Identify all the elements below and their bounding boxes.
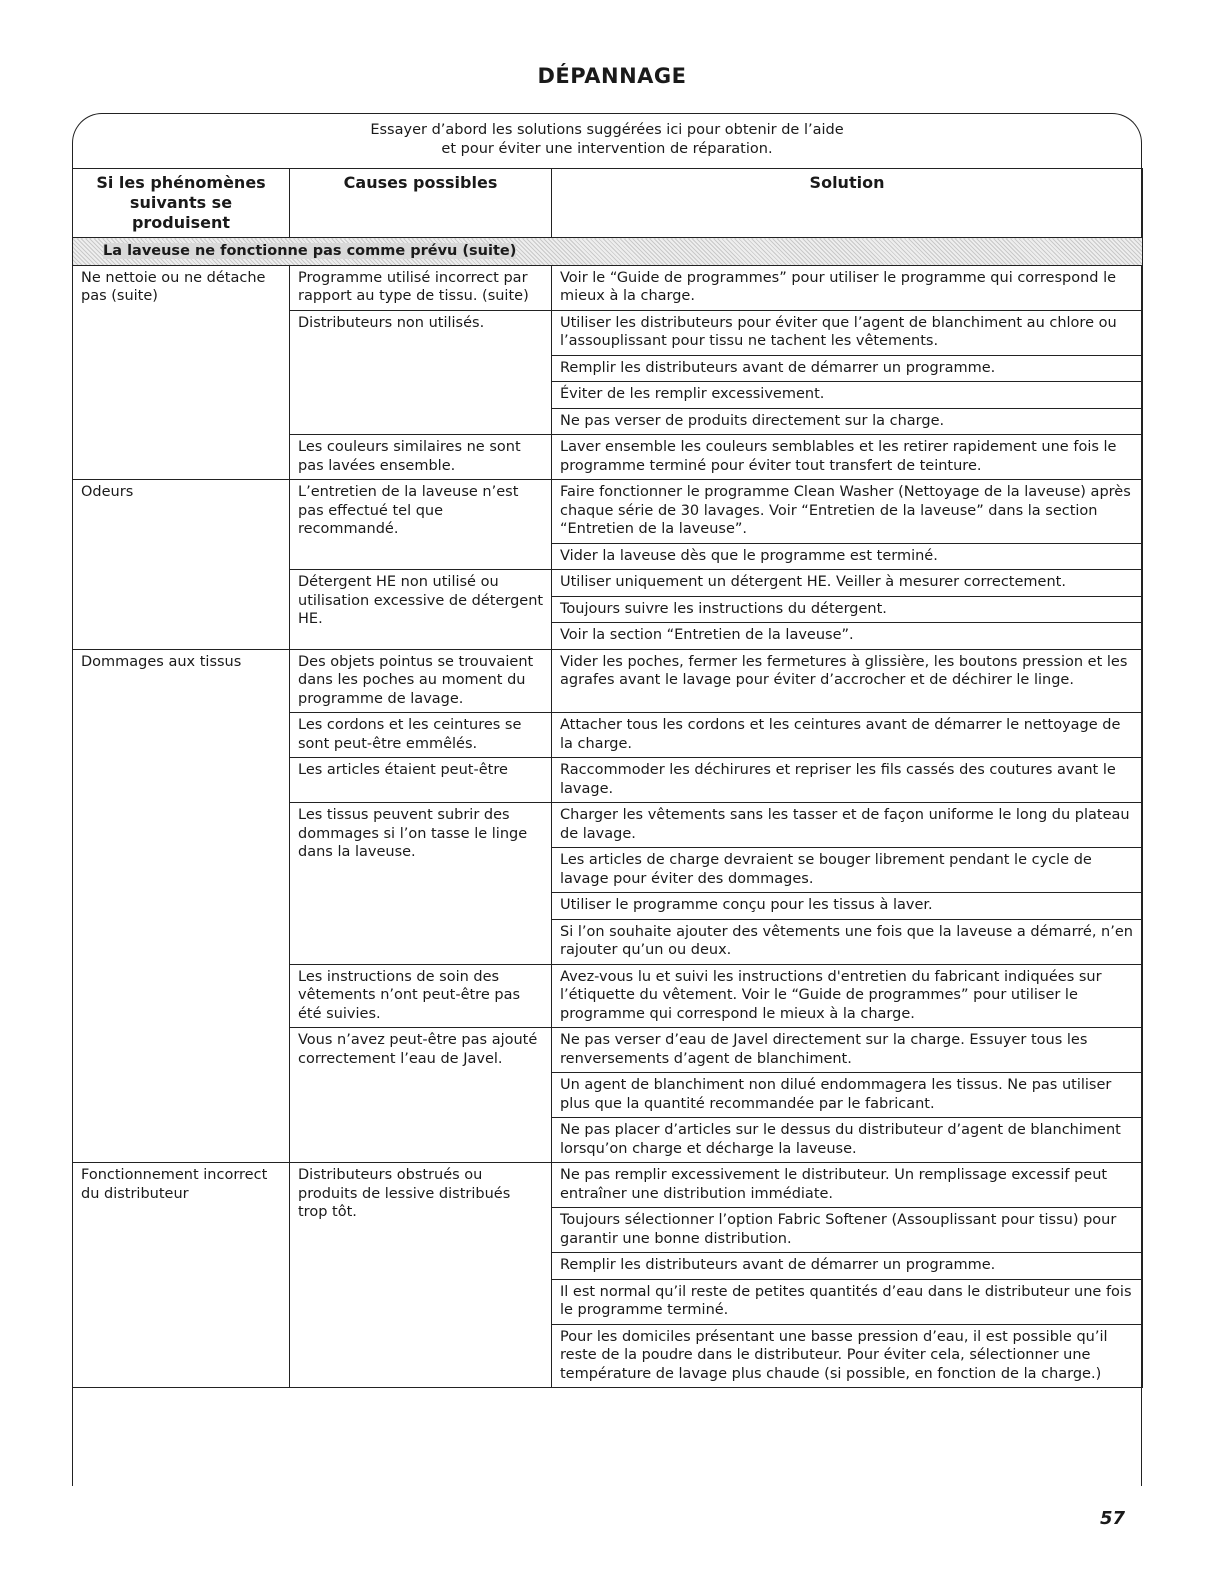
solution-cell: Toujours suivre les instructions du détergent. xyxy=(552,596,1143,623)
solution-cell: Pour les domiciles présentant une basse pression d’eau, il est possible qu’il reste de la poudre dans le distributeur. Pour éviter cela, sélectionner une température de lavage plus chaude (si possible, en fonction de la charge.) xyxy=(552,1324,1143,1388)
problem-cell: Ne nettoie ou ne détache pas (suite) xyxy=(73,265,290,480)
table-row xyxy=(73,265,1143,310)
cause-cell: Les couleurs similaires ne sont pas lavées ensemble. xyxy=(290,435,552,480)
solution-cell: Toujours sélectionner l’option Fabric Softener (Assouplissant pour tissu) pour garantir une bonne distribution. xyxy=(552,1208,1143,1253)
solution-cell: Ne pas placer d’articles sur le dessus du distributeur d’agent de blanchiment lorsqu’on charge et décharge la laveuse. xyxy=(552,1118,1143,1163)
cause-cell: Vous n’avez peut-être pas ajouté correctement l’eau de Javel. xyxy=(290,1028,552,1163)
solution-cell: Vider la laveuse dès que le programme est terminé. xyxy=(552,543,1143,570)
problem-cell: Dommages aux tissus xyxy=(73,649,290,1163)
solution-cell: Voir le “Guide de programmes” pour utiliser le programme qui correspond le mieux à la charge. xyxy=(552,265,1143,310)
solution-cell: Laver ensemble les couleurs semblables et les retirer rapidement une fois le programme terminé pour éviter tout transfert de teinture. xyxy=(552,435,1143,480)
problem-cell: Fonctionnement incorrect du distributeur xyxy=(73,1163,290,1388)
solution-cell: Éviter de les remplir excessivement. xyxy=(552,382,1143,409)
cause-cell: Détergent HE non utilisé ou utilisation excessive de détergent HE. xyxy=(290,570,552,650)
header-solution: Solution xyxy=(552,169,1143,238)
solution-cell: Voir la section “Entretien de la laveuse”. xyxy=(552,623,1143,650)
section-label: La laveuse ne fonctionne pas comme prévu (suite) xyxy=(103,243,517,259)
solution-cell: Avez-vous lu et suivi les instructions d'entretien du fabricant indiquées sur l’étiquette du vêtement. Voir le “Guide de programmes” pour utiliser le programme qui correspond le mieux à la charge. xyxy=(552,964,1143,1028)
solution-cell: Il est normal qu’il reste de petites quantités d’eau dans le distributeur une fois le programme terminé. xyxy=(552,1279,1143,1324)
cause-cell: Distributeurs obstrués ou produits de lessive distribués trop tôt. xyxy=(290,1163,552,1388)
solution-cell: Remplir les distributeurs avant de démarrer un programme. xyxy=(552,1253,1143,1280)
solution-cell: Utiliser les distributeurs pour éviter que l’agent de blanchiment au chlore ou l’assouplissant pour tissu ne tachent les vêtements. xyxy=(552,310,1143,355)
solution-cell: Les articles de charge devraient se bouger librement pendant le cycle de lavage pour éviter des dommages. xyxy=(552,848,1143,893)
cause-cell: Distributeurs non utilisés. xyxy=(290,310,552,435)
solution-cell: Faire fonctionner le programme Clean Washer (Nettoyage de la laveuse) après chaque série de 30 lavages. Voir “Entretien de la laveuse” dans la section “Entretien de la laveuse”. xyxy=(552,480,1143,544)
intro-text xyxy=(72,121,1142,159)
cause-cell: Les tissus peuvent subrir des dommages si l’on tasse le linge dans la laveuse. xyxy=(290,803,552,965)
problem-cell: Odeurs xyxy=(73,480,290,650)
page-title: DÉPANNAGE xyxy=(537,64,687,88)
intro-line: Essayer d’abord les solutions suggérées ici pour obtenir de l’aide xyxy=(370,122,844,138)
table-row xyxy=(73,1163,1143,1208)
solution-cell: Ne pas verser de produits directement sur la charge. xyxy=(552,408,1143,435)
solution-cell: Charger les vêtements sans les tasser et de façon uniforme le long du plateau de lavage. xyxy=(552,803,1143,848)
table-row xyxy=(73,649,1143,713)
cause-cell: Les cordons et les ceintures se sont peut-être emmêlés. xyxy=(290,713,552,758)
header-causes: Causes possibles xyxy=(290,169,552,238)
solution-cell: Utiliser uniquement un détergent HE. Veiller à mesurer correctement. xyxy=(552,570,1143,597)
solution-cell: Si l’on souhaite ajouter des vêtements une fois que la laveuse a démarré, n’en rajouter qu’un ou deux. xyxy=(552,919,1143,964)
solution-cell: Attacher tous les cordons et les ceintures avant de démarrer le nettoyage de la charge. xyxy=(552,713,1143,758)
section-row xyxy=(73,238,1143,266)
cause-cell: L’entretien de la laveuse n’est pas effectué tel que recommandé. xyxy=(290,480,552,570)
solution-cell: Vider les poches, fermer les fermetures à glissière, les boutons pression et les agrafes avant le lavage pour éviter d’accrocher et de déchirer le linge. xyxy=(552,649,1143,713)
solution-cell: Ne pas remplir excessivement le distributeur. Un remplissage excessif peut entraîner une distribution immédiate. xyxy=(552,1163,1143,1208)
troubleshooting-table xyxy=(72,168,1143,1388)
solution-cell: Ne pas verser d’eau de Javel directement sur la charge. Essuyer tous les renversements d’agent de blanchiment. xyxy=(552,1028,1143,1073)
cause-cell: Des objets pointus se trouvaient dans les poches au moment du programme de lavage. xyxy=(290,649,552,713)
solution-cell: Raccommoder les déchirures et repriser les fils cassés des coutures avant le lavage. xyxy=(552,758,1143,803)
solution-cell: Remplir les distributeurs avant de démarrer un programme. xyxy=(552,355,1143,382)
cause-cell: Les instructions de soin des vêtements n’ont peut-être pas été suivies. xyxy=(290,964,552,1028)
cause-cell: Les articles étaient peut-être xyxy=(290,758,552,803)
solution-cell: Utiliser le programme conçu pour les tissus à laver. xyxy=(552,893,1143,920)
table-row xyxy=(73,480,1143,544)
cause-cell: Programme utilisé incorrect par rapport au type de tissu. (suite) xyxy=(290,265,552,310)
solution-cell: Un agent de blanchiment non dilué endommagera les tissus. Ne pas utiliser plus que la quantité recommandée par le fabricant. xyxy=(552,1073,1143,1118)
header-problem: Si les phénomènes suivants se produisent xyxy=(73,169,290,238)
page-number: 57 xyxy=(1100,1508,1126,1529)
header-row xyxy=(73,169,1143,238)
intro-line: et pour éviter une intervention de réparation. xyxy=(441,141,773,157)
